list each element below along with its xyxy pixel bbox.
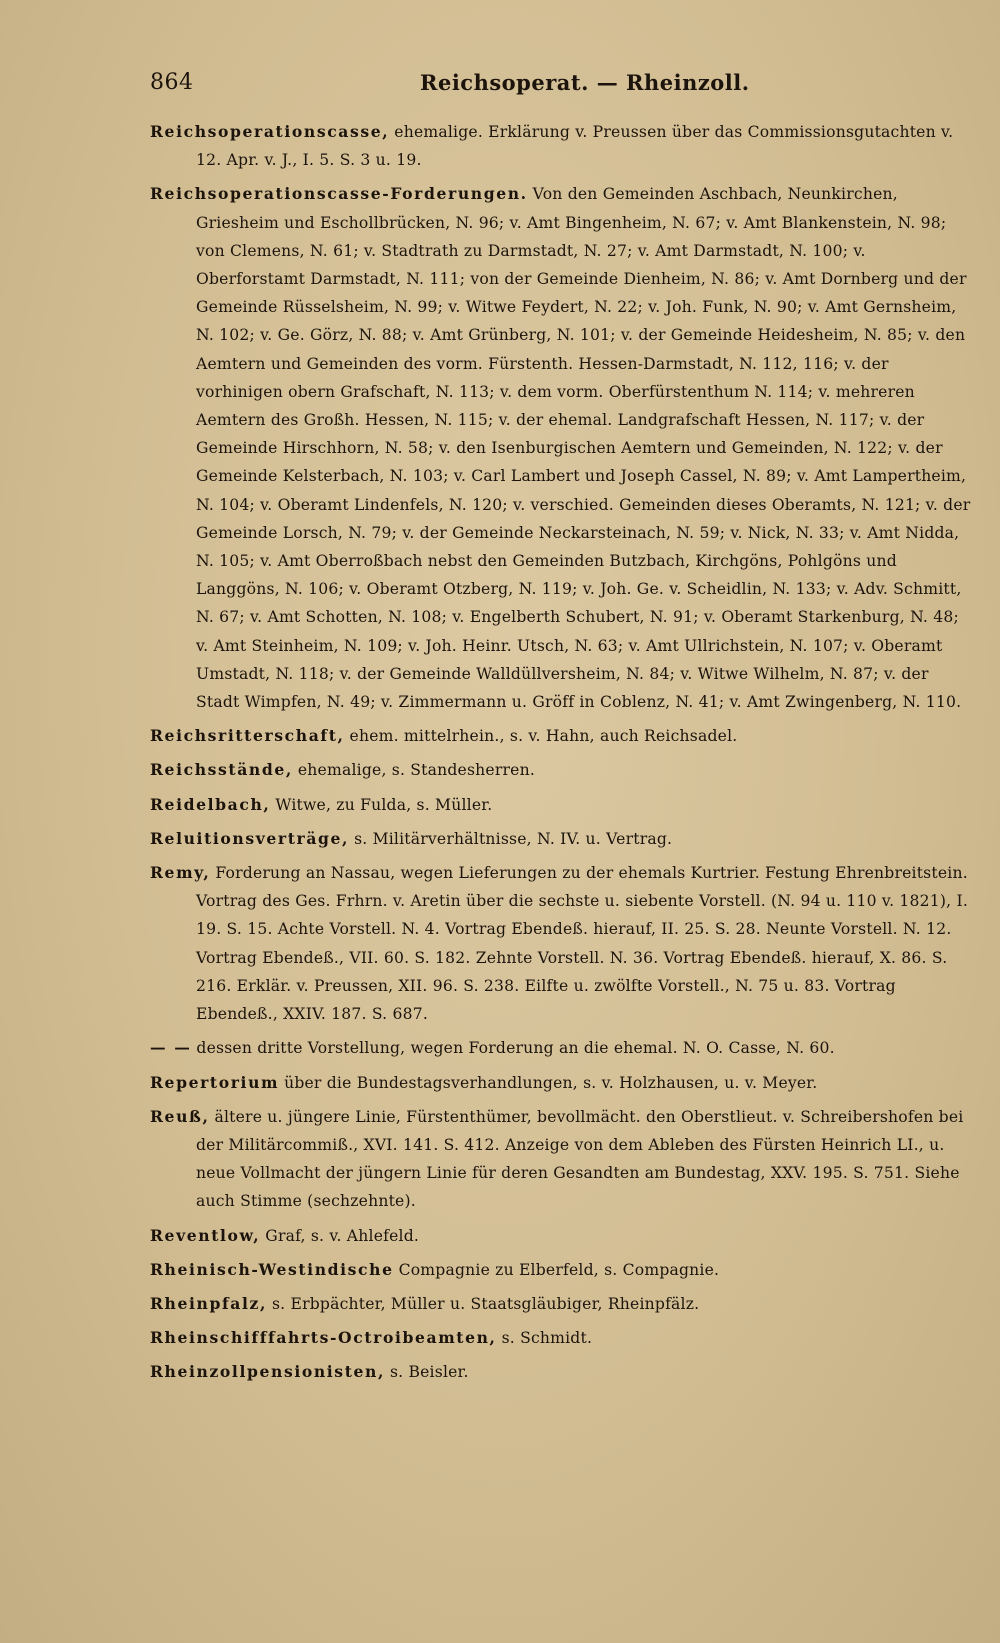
entry-keyword: Remy, xyxy=(150,863,211,883)
entry-text: ältere u. jüngere Linie, Fürstenthümer, bevollmächt. den Oberstlieut. v. Schreibershofen bei der Militärcommiß., XVI. 141. S. 412. Anzeige von dem Ableben des Fürsten Heinrich LI., u. neue Vollmacht der jüngern Linie für deren Gesandten am Bundestag, XXV. 195. S. 751. Siehe auch Stimme (sechzehnte). xyxy=(196,1107,964,1211)
entry-keyword: — — xyxy=(150,1038,192,1058)
index-entry xyxy=(150,722,972,750)
entry-text: Graf, s. v. Ahlefeld. xyxy=(265,1226,420,1245)
entry-text: Von den Gemeinden Aschbach, Neunkirchen, Griesheim und Eschollbrücken, N. 96; v. Amt Bingenheim, N. 67; v. Amt Blankenstein, N. 98; von Clemens, N. 61; v. Stadtrath zu Darmstadt, N. 27; v. Amt Darmstadt, N. 100; v. Oberforstamt Darmstadt, N. 111; von der Gemeinde Dienheim, N. 86; v. Amt Dornberg und der Gemeinde Rüsselsheim, N. 99; v. Witwe Feydert, N. 22; v. Joh. Funk, N. 90; v. Amt Gernsheim, N. 102; v. Ge. Görz, N. 88; v. Amt Grünberg, N. 101; v. der Gemeinde Heidesheim, N. 85; v. den Aemtern und Gemeinden des vorm. Fürstenth. Hessen-Darmstadt, N. 112, 116; v. der vorhinigen obern Grafschaft, N. 113; v. dem vorm. Oberfürstenthum N. 114; v. mehreren Aemtern des Großh. Hessen, N. 115; v. der ehemal. Landgrafschaft Hessen, N. 117; v. der Gemeinde Hirschhorn, N. 58; v. den Isenburgischen Aemtern und Gemeinden, N. 122; v. der Gemeinde Kelsterbach, N. 103; v. Carl Lambert und Joseph Cassel, N. 89; v. Amt Lampertheim, N. 104; v. Oberamt Lindenfels, N. 120; v. verschied. Gemeinden dieses Oberamts, N. 121; v. der Gemeinde Lorsch, N. 79; v. der Gemeinde Neckarsteinach, N. 59; v. Nick, N. 33; v. Amt Nidda, N. 105; v. Amt Oberroßbach nebst den Gemeinden Butzbach, Kirchgöns, Pohlgöns und Langgöns, N. 106; v. Oberamt Otzberg, N. 119; v. Joh. Ge. v. Scheidlin, N. 133; v. Adv. Schmitt, N. 67; v. Amt Schotten, N. 108; v. Engelberth Schubert, N. 91; v. Oberamt Starkenburg, N. 48; v. Amt Steinheim, N. 109; v. Joh. Heinr. Utsch, N. 63; v. Amt Ullrichstein, N. 107; v. Oberamt Umstadt, N. 118; v. der Gemeinde Walldüllversheim, N. 84; v. Witwe Wilhelm, N. 87; v. der Stadt Wimpfen, N. 49; v. Zimmermann u. Gröff in Coblenz, N. 41; v. Amt Zwingenberg, N. 110. xyxy=(196,185,971,712)
entry-text: ehem. mittelrhein., s. v. Hahn, auch Reichsadel. xyxy=(349,727,738,746)
index-entry xyxy=(150,859,972,1028)
entry-text: dessen dritte Vorstellung, wegen Forderung an die ehemal. N. O. Casse, N. 60. xyxy=(196,1039,835,1058)
index-entry xyxy=(150,180,972,716)
entry-text: ehemalige, s. Standesherren. xyxy=(297,761,535,780)
entry-keyword: Reventlow, xyxy=(150,1225,261,1245)
entry-text: s. Erbpächter, Müller u. Staatsgläubiger, Rheinpfälz. xyxy=(271,1294,700,1313)
entry-text: Compagnie zu Elberfeld, s. Compagnie. xyxy=(398,1260,720,1279)
entry-keyword: Reuß, xyxy=(150,1106,210,1126)
index-entry xyxy=(150,1034,972,1062)
index-entry xyxy=(150,118,972,174)
index-entry xyxy=(150,1324,972,1352)
entry-text: ehemalige. Erklärung v. Preussen über das Commissionsgutachten v. 12. Apr. v. J., I. 5. S. 3 u. 19. xyxy=(196,123,954,170)
entry-keyword: Reichsoperationscasse-Forderungen. xyxy=(150,184,528,204)
entry-keyword: Rheinschifffahrts-Octroibeamten, xyxy=(150,1328,497,1348)
running-title: Reichsoperat. — Rheinzoll. xyxy=(420,70,750,95)
index-entry xyxy=(150,1069,972,1097)
entry-text: über die Bundestagsverhandlungen, s. v. Holzhausen, u. v. Meyer. xyxy=(284,1073,818,1092)
entry-keyword: Rheinisch-Westindische xyxy=(150,1259,394,1279)
index-entry xyxy=(150,1256,972,1284)
entry-keyword: Reidelbach, xyxy=(150,794,271,814)
entry-text: Forderung an Nassau, wegen Lieferungen zu der ehemals Kurtrier. Festung Ehrenbreitstein. Vortrag des Ges. Frhrn. v. Aretin über die sechste u. siebente Vorstell. (N. 94 u. 110 v. 1821), I. 19. S. 15. Achte Vorstell. N. 4. Vortrag Ebendeß. hierauf, II. 25. S. 28. Neunte Vorstell. N. 12. Vortrag Ebendeß., VII. 60. S. 182. Zehnte Vorstell. N. 36. Vortrag Ebendeß. hierauf, X. 86. S. 216. Erklär. v. Preussen, XII. 96. S. 238. Eilfte u. zwölfte Vorstell., N. 75 u. 83. Vortrag Ebendeß., XXIV. 187. S. 687. xyxy=(196,864,969,1024)
index-entry xyxy=(150,1290,972,1318)
page-header xyxy=(150,70,910,110)
index-entry xyxy=(150,1222,972,1250)
entry-keyword: Reluitionsverträge, xyxy=(150,828,350,848)
index-entry xyxy=(150,825,972,853)
entry-keyword: Rheinzollpensionisten, xyxy=(150,1362,385,1382)
page-number: 864 xyxy=(150,70,194,95)
entry-text: s. Militärverhältnisse, N. IV. u. Vertrag. xyxy=(354,829,673,848)
index-entry xyxy=(150,791,972,819)
entry-keyword: Reichsstände, xyxy=(150,760,293,780)
index-entry xyxy=(150,1358,972,1386)
entry-text: s. Beisler. xyxy=(389,1363,469,1382)
entry-keyword: Reichsoperationscasse, xyxy=(150,122,390,141)
entry-keyword: Repertorium xyxy=(150,1072,280,1092)
index-entry xyxy=(150,1103,972,1216)
entry-text: Witwe, zu Fulda, s. Müller. xyxy=(275,795,493,814)
index-entry xyxy=(150,756,972,784)
entry-keyword: Reichsritterschaft, xyxy=(150,726,345,746)
entry-text: s. Schmidt. xyxy=(501,1329,593,1348)
entry-keyword: Rheinpfalz, xyxy=(150,1293,268,1313)
index-entries xyxy=(150,118,972,1393)
